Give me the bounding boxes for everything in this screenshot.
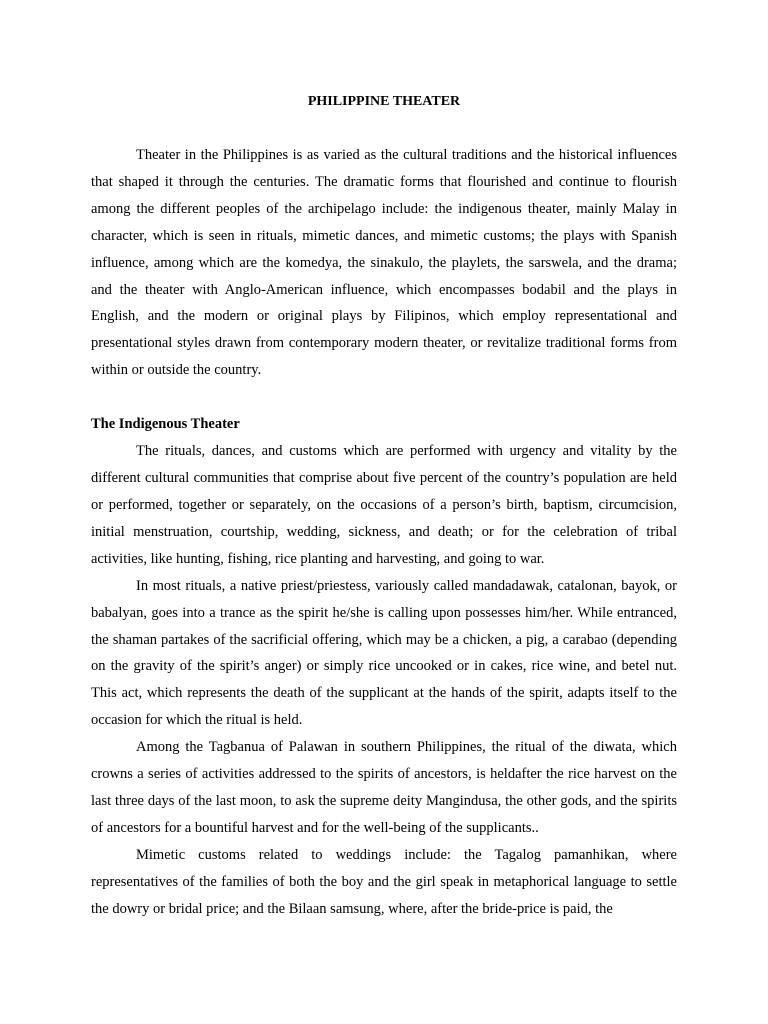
document-body [91, 88, 677, 922]
body-paragraph: Mimetic customs related to weddings include: the Tagalog pamanhikan, where representatives of the families of both the boy and the girl speak in metaphorical language to settle the dowry or bridal price; and the Bilaan samsung, where, after the bride-price is paid, the [91, 846, 677, 917]
body-paragraph: The rituals, dances, and customs which are performed with urgency and vitality by the different cultural communities that comprise about five percent of the country’s population are held or performed, together or separately, on the occasions of a person’s birth, baptism, circumcision, initial menstruation, courtship, wedding, sickness, and death; or for the celebration of tribal activities, like hunting, fishing, rice planting and harvesting, and going to war. [91, 443, 677, 567]
section-heading: The Indigenous Theater [91, 416, 240, 433]
body-paragraph: In most rituals, a native priest/priestess, variously called mandadawak, catalonan, bayok, or babalyan, goes into a trance as the spirit he/she is calling upon possesses him/her. While entranced, the shaman partakes of the sacrificial offering, which may be a chicken, a pig, a carabao (depending on the gravity of the spirit’s anger) or simply rice uncooked or in cakes, rice wine, and betel nut. This act, which represents the death of the supplicant at the hands of the spirit, adapts itself to the occasion for which the ritual is held. [91, 577, 677, 729]
intro-paragraph: Theater in the Philippines is as varied as the cultural traditions and the historical influences that shaped it through the centuries. The dramatic forms that flourished and continue to flourish among the different peoples of the archipelago include: the indigenous theater, mainly Malay in character, which is seen in rituals, mimetic dances, and mimetic customs; the plays with Spanish influence, among which are the komedya, the sinakulo, the playlets, the sarswela, and the drama; and the theater with Anglo-American influence, which encompasses bodabil and the plays in English, and the modern or original plays by Filipinos, which employ representational and presentational styles drawn from contemporary modern theater, or revitalize traditional forms from within or outside the country. [91, 147, 677, 379]
section-spacer [91, 384, 677, 411]
document-title: PHILIPPINE THEATER [307, 94, 461, 109]
body-paragraph: Among the Tagbanua of Palawan in southern Philippines, the ritual of the diwata, which crowns a series of activities addressed to the spirits of ancestors, is heldafter the rice harvest on the last three days of the last moon, to ask the supreme deity Mangindusa, the other gods, and the spirits of ancestors for a bountiful harvest and for the well-being of the supplicants.. [91, 739, 677, 836]
